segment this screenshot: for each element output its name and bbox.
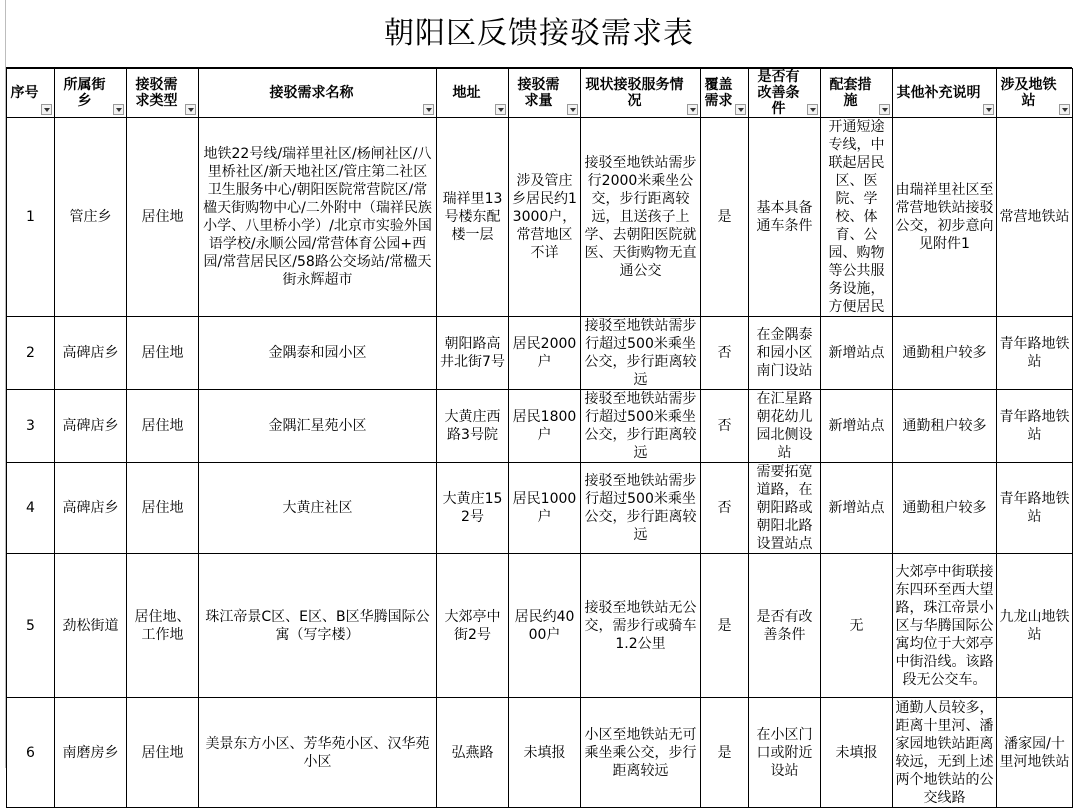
cell-name[interactable]: 美景东方小区、芳华苑小区、汉华苑小区 — [199, 698, 437, 808]
cell-demand[interactable]: 涉及管庄乡居民约13000户，常营地区不详 — [509, 118, 581, 317]
filter-dropdown-icon[interactable] — [185, 104, 196, 115]
cell-no[interactable]: 1 — [7, 118, 55, 317]
cell-address[interactable]: 大黄庄152号 — [437, 463, 509, 554]
cell-station[interactable]: 潘家园/十里河地铁站 — [997, 698, 1073, 808]
cell-name[interactable]: 金隅泰和园小区 — [199, 317, 437, 390]
cell-street[interactable]: 高碑店乡 — [55, 317, 127, 390]
filter-dropdown-icon[interactable] — [113, 104, 124, 115]
table-row — [7, 698, 1073, 808]
cell-name[interactable]: 地铁22号线/瑞祥里社区/杨闸社区/八里桥社区/新天地社区/管庄第二社区卫生服务中心/朝阳医院常营院区/常楹天街购物中心/二外附中（瑞祥民族小学、八里桥小学）/北京市实验外国语学校/永顺公园/常营体育公园+西园/常营居民区/58路公交场站/常楹天街永辉超市 — [199, 118, 437, 317]
cell-station[interactable]: 九龙山地铁站 — [997, 554, 1073, 698]
table-row — [7, 463, 1073, 554]
filter-dropdown-icon[interactable] — [687, 104, 698, 115]
sheet-title: 朝阳区反馈接驳需求表 — [6, 0, 1072, 68]
cell-type[interactable]: 居住地、工作地 — [127, 554, 199, 698]
table-row — [7, 317, 1073, 390]
table-row — [7, 118, 1073, 317]
cell-improve[interactable]: 在金隅泰和园小区南门设站 — [749, 317, 821, 390]
cell-status[interactable]: 接驳至地铁站需步行2000米乘坐公交，步行距离较远，且送孩子上学、去朝阳医院就医、天街购物无直通公交 — [581, 118, 701, 317]
table-row — [7, 390, 1073, 463]
header-cell: 接驳需求量 — [509, 69, 581, 118]
cell-address[interactable]: 大黄庄西路3号院 — [437, 390, 509, 463]
spreadsheet — [5, 0, 1072, 806]
filter-dropdown-icon[interactable] — [495, 104, 506, 115]
filter-dropdown-icon[interactable] — [567, 104, 578, 115]
filter-dropdown-icon[interactable] — [735, 104, 746, 115]
cell-station[interactable]: 青年路地铁站 — [997, 463, 1073, 554]
cell-demand[interactable]: 居民2000户 — [509, 317, 581, 390]
cell-name[interactable]: 珠江帝景C区、E区、B区华腾国际公寓（写字楼） — [199, 554, 437, 698]
cell-measures[interactable]: 未填报 — [821, 698, 893, 808]
cell-station[interactable]: 青年路地铁站 — [997, 390, 1073, 463]
cell-status[interactable]: 小区至地铁站无可乘坐乘公交，步行距离较远 — [581, 698, 701, 808]
demand-table — [6, 68, 1073, 808]
cell-demand[interactable]: 未填报 — [509, 698, 581, 808]
cell-cover[interactable]: 是 — [701, 118, 749, 317]
cell-status[interactable]: 接驳至地铁站需步行超过500米乘坐公交，步行距离较远 — [581, 317, 701, 390]
header-cell: 配套措施 — [821, 69, 893, 118]
cell-address[interactable]: 瑞祥里13号楼东配楼一层 — [437, 118, 509, 317]
cell-street[interactable]: 劲松街道 — [55, 554, 127, 698]
cell-no[interactable]: 4 — [7, 463, 55, 554]
cell-improve[interactable]: 基本具备通车条件 — [749, 118, 821, 317]
cell-notes[interactable]: 通勤人员较多，距离十里河、潘家园地铁站距离较远，无到上述两个地铁站的公交线路 — [893, 698, 997, 808]
cell-improve[interactable]: 需要拓宽道路，在朝阳路或朝阳北路设置站点 — [749, 463, 821, 554]
cell-demand[interactable]: 居民1800户 — [509, 390, 581, 463]
header-cell: 是否有改善条件 — [749, 69, 821, 118]
cell-notes[interactable]: 通勤租户较多 — [893, 317, 997, 390]
cell-improve[interactable]: 在汇星路朝花幼儿园北侧设站 — [749, 390, 821, 463]
header-row — [7, 69, 1073, 118]
cell-status[interactable]: 接驳至地铁站需步行超过500米乘坐公交，步行距离较远 — [581, 463, 701, 554]
cell-improve[interactable]: 是否有改善条件 — [749, 554, 821, 698]
cell-status[interactable]: 接驳至地铁站无公交，需步行或骑车1.2公里 — [581, 554, 701, 698]
cell-notes[interactable]: 通勤租户较多 — [893, 390, 997, 463]
filter-dropdown-icon[interactable] — [983, 104, 994, 115]
cell-type[interactable]: 居住地 — [127, 390, 199, 463]
filter-dropdown-icon[interactable] — [41, 104, 52, 115]
header-cell: 接驳需求名称 — [199, 69, 437, 118]
filter-dropdown-icon[interactable] — [879, 104, 890, 115]
header-cell: 所属街乡 — [55, 69, 127, 118]
cell-measures[interactable]: 无 — [821, 554, 893, 698]
cell-address[interactable]: 朝阳路高井北街7号 — [437, 317, 509, 390]
filter-dropdown-icon[interactable] — [1059, 104, 1070, 115]
cell-cover[interactable]: 是 — [701, 554, 749, 698]
cell-measures[interactable]: 新增站点 — [821, 317, 893, 390]
cell-notes[interactable]: 通勤租户较多 — [893, 463, 997, 554]
header-cell: 其他补充说明 — [893, 69, 997, 118]
cell-measures[interactable]: 新增站点 — [821, 463, 893, 554]
table-row — [7, 554, 1073, 698]
cell-street[interactable]: 高碑店乡 — [55, 463, 127, 554]
cell-notes[interactable]: 由瑞祥里社区至常营地铁站接驳公交，初步意向见附件1 — [893, 118, 997, 317]
cell-address[interactable]: 大郊亭中街2号 — [437, 554, 509, 698]
header-cell: 覆盖需求 — [701, 69, 749, 118]
cell-name[interactable]: 金隅汇星苑小区 — [199, 390, 437, 463]
cell-street[interactable]: 南磨房乡 — [55, 698, 127, 808]
cell-address[interactable]: 弘燕路 — [437, 698, 509, 808]
cell-no[interactable]: 6 — [7, 698, 55, 808]
cell-type[interactable]: 居住地 — [127, 463, 199, 554]
cell-cover[interactable]: 否 — [701, 317, 749, 390]
cell-measures[interactable]: 开通短途专线，中联起居民区、医院、学校、体育、公园、购物等公共服务设施，方便居民 — [821, 118, 893, 317]
header-cell: 接驳需求类型 — [127, 69, 199, 118]
cell-no[interactable]: 3 — [7, 390, 55, 463]
filter-dropdown-icon[interactable] — [807, 104, 818, 115]
cell-demand[interactable]: 居民约4000户 — [509, 554, 581, 698]
cell-no[interactable]: 5 — [7, 554, 55, 698]
header-cell: 地址 — [437, 69, 509, 118]
cell-street[interactable]: 管庄乡 — [55, 118, 127, 317]
cell-cover[interactable]: 否 — [701, 463, 749, 554]
cell-notes[interactable]: 大郊亭中街联接东四环至西大望路，珠江帝景小区与华腾国际公寓均位于大郊亭中街沿线。该路段无公交车。 — [893, 554, 997, 698]
cell-cover[interactable]: 是 — [701, 698, 749, 808]
cell-street[interactable]: 高碑店乡 — [55, 390, 127, 463]
cell-type[interactable]: 居住地 — [127, 118, 199, 317]
cell-improve[interactable]: 在小区门口或附近设站 — [749, 698, 821, 808]
cell-demand[interactable]: 居民1000户 — [509, 463, 581, 554]
cell-status[interactable]: 接驳至地铁站需步行超过500米乘坐公交，步行距离较远 — [581, 390, 701, 463]
header-cell: 序号 — [7, 69, 55, 118]
cell-measures[interactable]: 新增站点 — [821, 390, 893, 463]
cell-type[interactable]: 居住地 — [127, 698, 199, 808]
cell-cover[interactable]: 否 — [701, 390, 749, 463]
cell-name[interactable]: 大黄庄社区 — [199, 463, 437, 554]
filter-dropdown-icon[interactable] — [423, 104, 434, 115]
header-cell: 现状接驳服务情况 — [581, 69, 701, 118]
cell-no[interactable]: 2 — [7, 317, 55, 390]
cell-type[interactable]: 居住地 — [127, 317, 199, 390]
cell-station[interactable]: 常营地铁站 — [997, 118, 1073, 317]
header-cell: 涉及地铁站 — [997, 69, 1073, 118]
cell-station[interactable]: 青年路地铁站 — [997, 317, 1073, 390]
